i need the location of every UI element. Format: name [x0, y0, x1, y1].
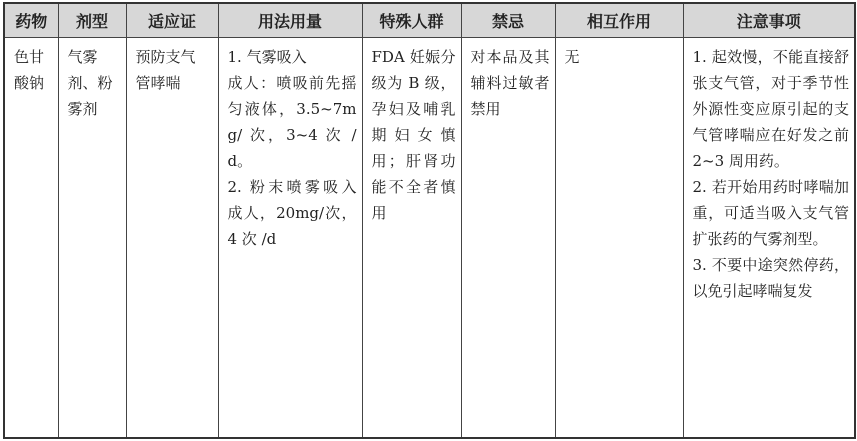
interaction-text: 无	[564, 48, 580, 66]
cell-drug	[4, 38, 58, 439]
notes-text: 1. 起效慢，不能直接舒张支气管，对于季节性外源性变应原引起的支气管哮喘应在好发之前 2~3 周用药。 2. 若开始用药时哮喘加重，可适当吸入支气管扩张药的气雾剂型。 3. 不要中途突然停药，以免引起哮喘复发	[692, 48, 849, 300]
header-contraindication: 禁忌	[461, 3, 555, 38]
cell-usage	[218, 38, 362, 439]
usage-text: 1. 气雾吸入 成人：喷吸前先摇匀液体，3.5~7mg/ 次，3~4 次 /d。 2. 粉末喷雾吸入 成人，20mg/次，4 次 /d	[227, 48, 357, 248]
cell-dosage-form	[58, 38, 126, 439]
cell-interaction	[555, 38, 683, 439]
cell-special-population	[362, 38, 461, 439]
cell-notes	[683, 38, 855, 439]
header-interaction: 相互作用	[555, 3, 683, 38]
header-notes: 注意事项	[683, 3, 855, 38]
dosage-form-text: 气雾 剂、粉 雾剂	[67, 48, 113, 118]
header-dosage-form: 剂型	[58, 3, 126, 38]
cell-indication	[126, 38, 218, 439]
contraindication-text: 对本品及其辅料过敏者禁用	[470, 48, 550, 118]
special-population-text: FDA 妊娠分级为 B 级，孕妇及哺乳期妇女慎用；肝肾功能不全者慎用	[371, 48, 456, 222]
header-special-population: 特殊人群	[362, 3, 461, 38]
header-usage: 用法用量	[218, 3, 362, 38]
table-row	[4, 38, 855, 439]
table-header-row	[4, 3, 855, 38]
header-indication: 适应证	[126, 3, 218, 38]
drug-name: 色甘 酸钠	[14, 48, 45, 92]
indication-text: 预防支气 管哮喘	[135, 48, 196, 92]
cell-contraindication	[461, 38, 555, 439]
drug-info-table	[3, 2, 856, 439]
header-drug: 药物	[4, 3, 58, 38]
